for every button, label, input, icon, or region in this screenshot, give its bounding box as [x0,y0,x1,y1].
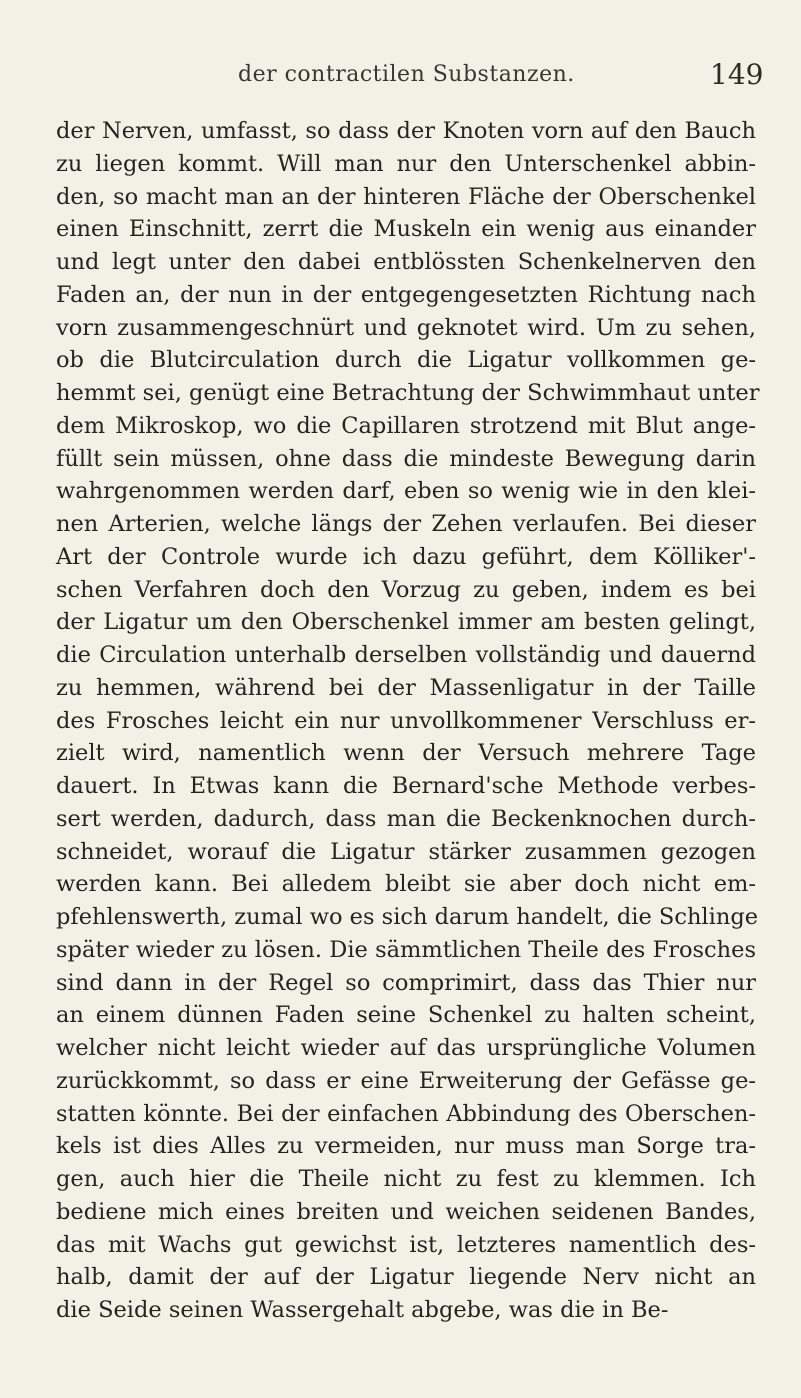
text-line: des Frosches leicht ein nur unvollkommener Verschluss er- [56,707,756,734]
text-line: dauert. In Etwas kann die Bernard'sche Methode verbes- [56,773,756,799]
text-line: Art der Controle wurde ich dazu geführt, dem Kölliker'- [56,543,756,570]
running-head [0,58,801,102]
text-line: welcher nicht leicht wieder auf das ursprüngliche Volumen [56,1035,756,1061]
text-line: zu liegen kommt. Will man nur den Unterschenkel abbin- [56,150,756,177]
text-line: vorn zusammengeschnürt und geknotet wird. Um zu sehen, [56,314,756,341]
text-line: der Ligatur um den Oberschenkel immer am besten gelingt, [56,609,756,636]
text-line: der Nerven, umfasst, so dass der Knoten vorn auf den Bauch [56,118,756,144]
text-line: ob die Blutcirculation durch die Ligatur vollkommen ge- [56,347,756,374]
text-line: an einem dünnen Faden seine Schenkel zu halten scheint, [56,1002,756,1029]
text-line: pfehlenswerth, zumal wo es sich darum handelt, die Schlinge [56,904,759,930]
text-line: bediene mich eines breiten und weichen seidenen Bandes, [56,1198,756,1225]
body-text [56,115,760,1327]
text-line: zurückkommt, so dass er eine Erweiterung der Gefässe ge- [56,1067,756,1094]
text-line: füllt sein müssen, ohne dass die mindeste Bewegung darin [56,445,756,472]
text-line: schneidet, worauf die Ligatur stärker zusammen gezogen [56,838,756,865]
text-line: die Circulation unterhalb derselben vollständig und dauernd [56,642,756,668]
text-line: das mit Wachs gut gewichst ist, letzteres namentlich des- [56,1231,756,1258]
text-line: einen Einschnitt, zerrt die Muskeln ein wenig aus einander [56,216,756,243]
text-line: halb, damit der auf der Ligatur liegende Nerv nicht an [56,1264,756,1291]
page-number: 149 [710,58,764,91]
text-line: werden kann. Bei alledem bleibt sie aber doch nicht em- [56,871,756,898]
text-line: kels ist dies Alles zu vermeiden, nur muss man Sorge tra- [56,1133,756,1160]
text-line: statten könnte. Bei der einfachen Abbindung des Oberschen- [56,1100,756,1127]
text-line: zu hemmen, während bei der Massenligatur in der Taille [56,674,756,701]
text-line: Faden an, der nun in der entgegengesetzten Richtung nach [56,281,756,308]
text-line: nen Arterien, welche längs der Zehen verlaufen. Bei dieser [56,511,756,537]
text-line: und legt unter den dabei entblössten Schenkelnerven den [56,249,756,275]
text-line: später wieder zu lösen. Die sämmtlichen Theile des Frosches [56,936,756,963]
text-line: die Seide seinen Wassergehalt abgebe, was die in Be- [56,1297,669,1323]
text-line: schen Verfahren doch den Vorzug zu geben, indem es bei [56,576,756,603]
text-line: wahrgenommen werden darf, eben so wenig wie in den klei- [56,478,756,505]
text-line: hemmt sei, genügt eine Betrachtung der Schwimmhaut unter [56,380,760,406]
text-line: gen, auch hier die Theile nicht zu fest zu klemmen. Ich [56,1166,756,1192]
running-head-title: der contractilen Substanzen. [238,62,575,87]
text-line: zielt wird, namentlich wenn der Versuch mehrere Tage [56,740,756,767]
text-line: sert werden, dadurch, dass man die Beckenknochen durch- [56,805,756,832]
text-line: den, so macht man an der hinteren Fläche der Oberschenkel [56,183,756,210]
text-line: dem Mikroskop, wo die Capillaren strotzend mit Blut ange- [56,412,756,439]
text-line: sind dann in der Regel so comprimirt, dass das Thier nur [56,969,756,996]
